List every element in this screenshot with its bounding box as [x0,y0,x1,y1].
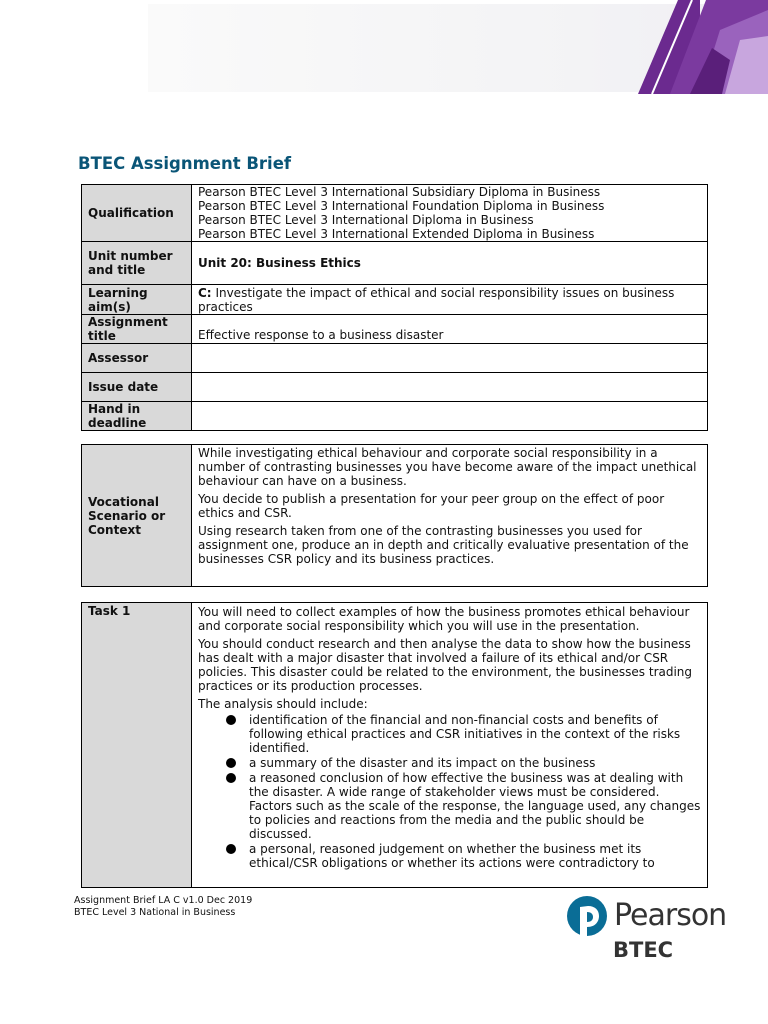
aims-text: Investigate the impact of ethical and social responsibility issues on business practices [198,285,675,314]
scenario-paragraph: While investigating ethical behaviour and corporate social responsibility in a number of contrasting businesses you have become aware of the impact unethical behaviour can have on a business. [198,446,697,488]
pearson-wordmark: Pearson [614,898,727,933]
qualification-line: Pearson BTEC Level 3 International Subsidiary Diploma in Business [198,185,601,199]
header-graphic-icon [630,0,768,94]
bullet-text: a personal, reasoned judgement on whether the business met its ethical/CSR obligations or whether its actions were contradictory to [249,842,655,870]
scenario-paragraph: Using research taken from one of the contrasting businesses you used for assignment one, produce an in depth and critically evaluative presentation of the businesses CSR policy and its business practices. [198,524,689,566]
task-bullet-list [198,713,701,870]
list-item [198,842,701,870]
task-paragraph: The analysis should include: [198,697,368,711]
aims-row [82,285,708,315]
qualification-row [82,185,708,242]
qualification-line: Pearson BTEC Level 3 International Extended Diploma in Business [198,227,595,241]
bullet-icon [226,773,236,783]
bullet-text: identification of the financial and non-financial costs and benefits of following ethical practices and CSR initiatives in the context of the risks identified. [249,713,681,755]
bullet-icon [226,758,236,768]
deadline-value[interactable] [192,402,708,431]
scenario-paragraph: You decide to publish a presentation for your peer group on the effect of poor ethics and CSR. [198,492,665,520]
aims-prefix: C: [198,285,212,300]
unit-label: Unit number and title [82,242,192,285]
aims-label: Learning aim(s) [82,285,192,315]
scenario-value [192,445,708,587]
bullet-text: a summary of the disaster and its impact on the business [249,756,596,770]
qualification-label: Qualification [82,185,192,242]
deadline-row [82,402,708,431]
issue-date-value[interactable] [192,373,708,402]
assessor-row [82,344,708,373]
task-paragraph: You will need to collect examples of how the business promotes ethical behaviour and corporate social responsibility which you will use in the presentation. [198,605,690,633]
pearson-logo-icon [566,895,608,945]
task-label: Task 1 [82,603,192,888]
task-value [192,603,708,888]
scenario-table [81,444,708,587]
scenario-row [82,445,708,587]
bullet-icon [226,715,236,725]
scenario-label: Vocational Scenario or Context [82,445,192,587]
issue-date-label: Issue date [82,373,192,402]
task-table [81,602,708,888]
task-row [82,603,708,888]
list-item [198,756,701,770]
aims-value [192,285,708,315]
unit-row [82,242,708,285]
qualification-value [192,185,708,242]
assignment-value: Effective response to a business disaster [192,315,708,344]
qualification-line: Pearson BTEC Level 3 International Foundation Diploma in Business [198,199,605,213]
assessor-value[interactable] [192,344,708,373]
footer-line: BTEC Level 3 National in Business [74,907,236,918]
assignment-row [82,315,708,344]
issue-date-row [82,373,708,402]
qualification-line: Pearson BTEC Level 3 International Diploma in Business [198,213,534,227]
assignment-label: Assignment title [82,315,192,344]
footer-line: Assignment Brief LA C v1.0 Dec 2019 [74,895,253,906]
page-title: BTEC Assignment Brief [78,154,292,173]
details-table [81,184,708,431]
unit-value: Unit 20: Business Ethics [192,242,708,285]
deadline-label: Hand in deadline [82,402,192,431]
footer [74,895,252,919]
bullet-icon [226,844,236,854]
assessor-label: Assessor [82,344,192,373]
list-item [198,713,701,755]
btec-wordmark: BTEC [613,938,674,962]
list-item [198,771,701,841]
task-paragraph: You should conduct research and then analyse the data to show how the business has dealt with a major disaster that involved a failure of its ethical and/or CSR policies. This disaster could be related to the environment, the businesses trading practices or its production processes. [198,637,693,693]
bullet-text: a reasoned conclusion of how effective the business was at dealing with the disaster. A wide range of stakeholder views must be considered. Factors such as the scale of the response, the language used, any changes to policies and reactions from the media and the public should be discussed. [249,771,701,841]
